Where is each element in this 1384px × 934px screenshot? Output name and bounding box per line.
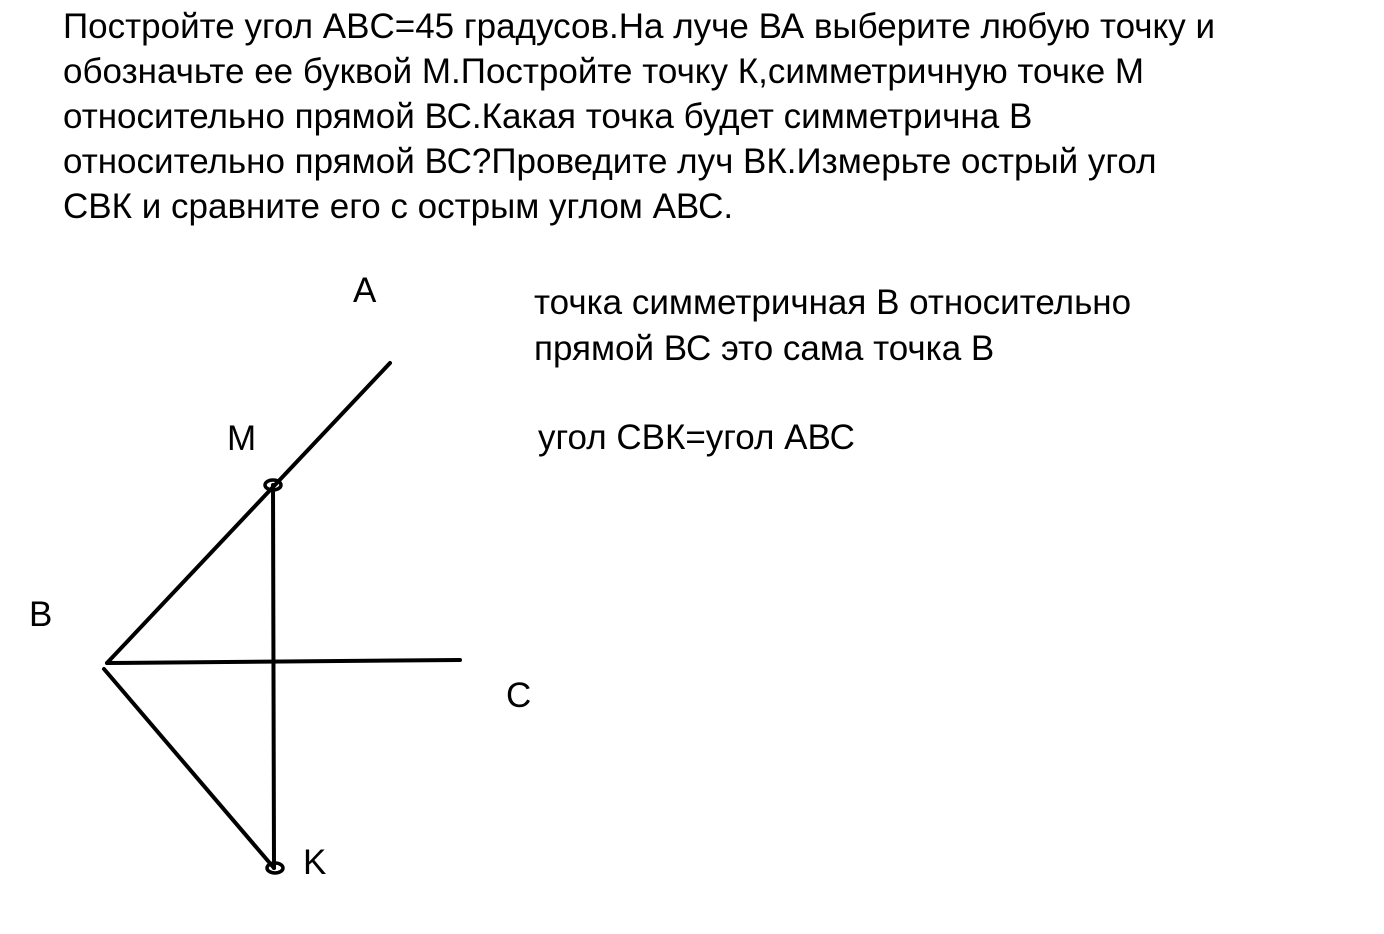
label-c: C <box>506 676 532 715</box>
angle-relation-text: угол СВК=угол АВС <box>538 418 855 457</box>
task-line: обозначьте ее буквой М.Постройте точку К,симметричную точке М <box>63 52 1145 91</box>
label-b: B <box>29 595 53 634</box>
answer-line: прямой ВС это сама точка В <box>534 329 995 368</box>
ray-bk <box>104 669 274 868</box>
task-line: СВК и сравните его с острым углом АВС. <box>63 187 734 226</box>
task-line: Постройте угол ABC=45 градусов.На луче ВА выберите любую точку и <box>63 7 1216 46</box>
task-line: относительно прямой ВС.Какая точка будет симметрична В <box>63 97 1033 136</box>
ray-ba <box>107 363 390 663</box>
label-m: M <box>227 419 257 458</box>
answer-line: точка симметричная В относительно <box>534 283 1132 322</box>
segment-mk <box>273 485 274 868</box>
task-line: относительно прямой ВС?Проведите луч ВК.Измерьте острый угол <box>63 142 1157 181</box>
label-a: A <box>353 271 377 310</box>
ray-bc <box>107 660 460 663</box>
label-k: K <box>303 843 327 882</box>
